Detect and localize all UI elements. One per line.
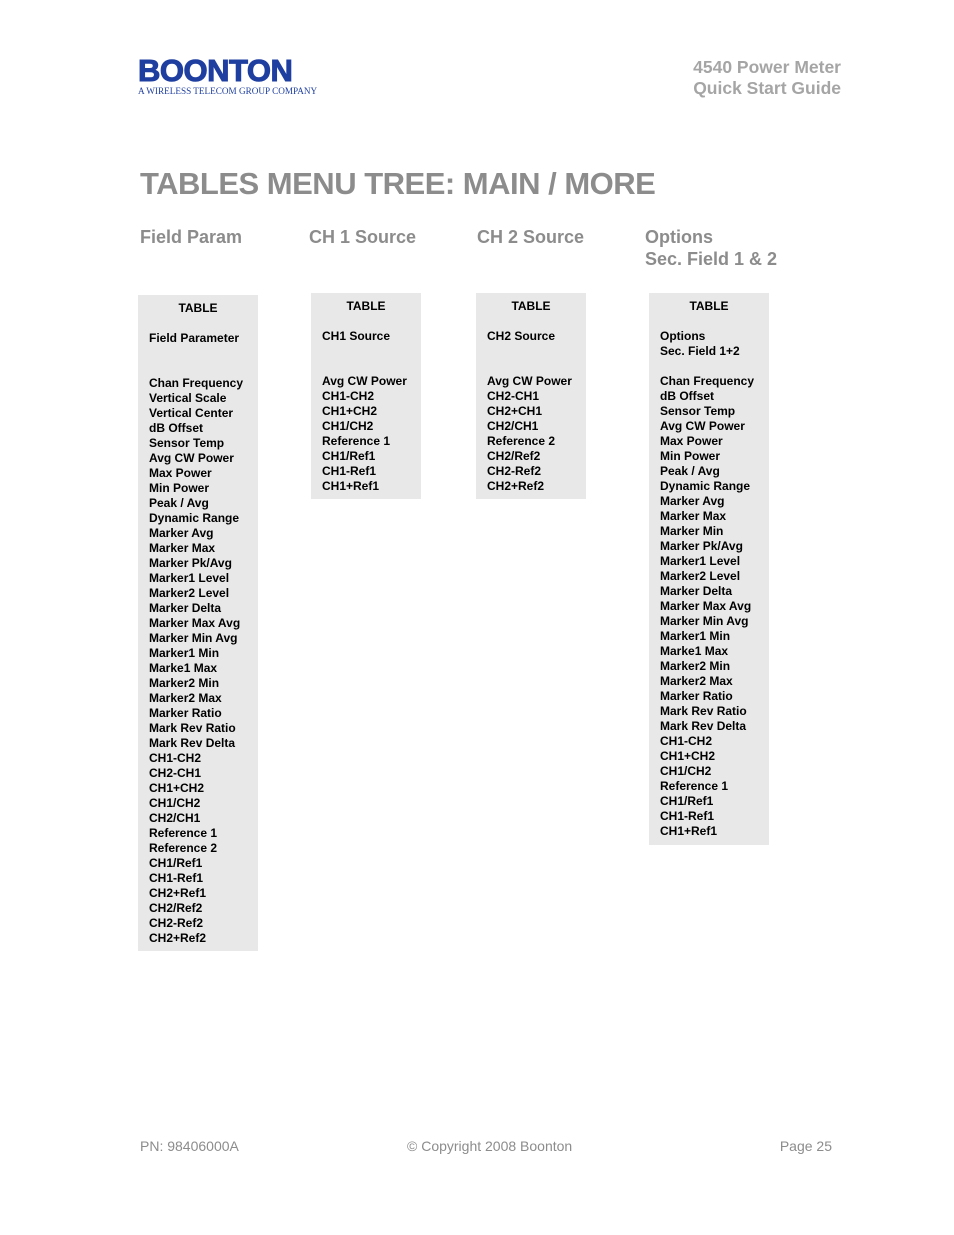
menu-item: Marke1 Max: [149, 661, 218, 675]
menu-item: Marker2 Min: [660, 659, 731, 673]
menu-item: Avg CW Power: [322, 374, 407, 388]
menu-item: CH2-Ref2: [487, 464, 542, 478]
menu-item: dB Offset: [660, 389, 714, 403]
menu-box-ch2-source: [476, 293, 586, 499]
menu-item: CH2+CH1: [487, 404, 543, 418]
menu-item: Marker Min Avg: [149, 631, 238, 645]
menu-box-ch1-source: [311, 293, 421, 499]
menu-item: CH2/Ref2: [149, 901, 203, 915]
menu-item: Marker2 Level: [660, 569, 741, 583]
page-title: TABLES MENU TREE: MAIN / MORE: [140, 166, 656, 201]
menu-item: Mark Rev Delta: [660, 719, 747, 733]
menu-item: Max Power: [660, 434, 723, 448]
menu-item: Marker Pk/Avg: [149, 556, 232, 570]
menu-name: CH2 Source: [487, 329, 556, 343]
menu-box-field-param: [138, 295, 258, 951]
menu-item: Avg CW Power: [660, 419, 745, 433]
menu-item: Max Power: [149, 466, 212, 480]
menu-name: Field Parameter: [149, 331, 240, 345]
table-label: TABLE: [689, 299, 729, 313]
menu-item: Marker2 Level: [149, 586, 230, 600]
menu-items: [476, 374, 586, 494]
menu-item: CH2-CH1: [487, 389, 540, 403]
menu-item: Marker1 Level: [660, 554, 741, 568]
menu-item: Marker2 Max: [149, 691, 222, 705]
menu-item: CH2-Ref2: [149, 916, 204, 930]
menu-item: CH1/CH2: [149, 796, 201, 810]
menu-item: CH1-Ref1: [322, 464, 377, 478]
logo-tagline: A WIRELESS TELECOM GROUP COMPANY: [138, 86, 318, 96]
menu-item: CH1+CH2: [322, 404, 378, 418]
menu-item: CH2+Ref2: [149, 931, 207, 945]
menu-item: CH1-Ref1: [660, 809, 715, 823]
header-product: 4540 Power Meter: [693, 57, 841, 77]
menu-item: Min Power: [660, 449, 721, 463]
menu-item: Marker Avg: [660, 494, 725, 508]
menu-item: CH1+CH2: [149, 781, 205, 795]
menu-item: Reference 2: [149, 841, 218, 855]
menu-item: Marker1 Min: [149, 646, 220, 660]
menu-items: [649, 374, 769, 839]
table-label: TABLE: [346, 299, 386, 313]
menu-item: Peak / Avg: [149, 496, 209, 510]
menu-item: Marker Delta: [660, 584, 733, 598]
menu-item: Sensor Temp: [149, 436, 225, 450]
menu-item: Marker Ratio: [149, 706, 222, 720]
menu-item: Chan Frequency: [149, 376, 244, 390]
menu-name: CH1 Source: [322, 329, 391, 343]
menu-item: Marker Max Avg: [660, 599, 752, 613]
menu-item: CH1-CH2: [149, 751, 202, 765]
column-heading-options: Options Sec. Field 1 & 2: [645, 227, 778, 269]
menu-item: Marker Max Avg: [149, 616, 241, 630]
menu-item: Mark Rev Delta: [149, 736, 236, 750]
footer-page-number: Page 25: [779, 1138, 832, 1154]
menu-item: Marke1 Max: [660, 644, 729, 658]
menu-item: Reference 1: [660, 779, 729, 793]
menu-item: Peak / Avg: [660, 464, 720, 478]
menu-item: CH1/CH2: [660, 764, 712, 778]
menu-item: CH1+Ref1: [660, 824, 718, 838]
menu-item: Dynamic Range: [149, 511, 240, 525]
boonton-logo: [138, 53, 318, 96]
menu-item: Marker1 Level: [149, 571, 230, 585]
menu-name: Options Sec. Field 1+2: [660, 329, 740, 358]
menu-item: Vertical Center: [149, 406, 234, 420]
table-label: TABLE: [511, 299, 551, 313]
menu-item: CH2/CH1: [149, 811, 201, 825]
menu-item: CH2+Ref2: [487, 479, 545, 493]
menu-box-options: [649, 293, 769, 845]
menu-item: Marker Min Avg: [660, 614, 749, 628]
column-heading-field-param: Field Param: [140, 227, 243, 247]
menu-item: CH1/Ref1: [149, 856, 203, 870]
menu-item: Marker Delta: [149, 601, 222, 615]
menu-item: Marker Avg: [149, 526, 214, 540]
menu-item: CH1+CH2: [660, 749, 716, 763]
menu-item: Marker Min: [660, 524, 724, 538]
menu-item: CH1+Ref1: [322, 479, 380, 493]
menu-item: Mark Rev Ratio: [149, 721, 236, 735]
header-doc-type: Quick Start Guide: [693, 78, 841, 98]
menu-item: Avg CW Power: [149, 451, 234, 465]
menu-item: Sensor Temp: [660, 404, 736, 418]
menu-items: [138, 376, 258, 946]
column-heading-ch1-source: CH 1 Source: [309, 227, 417, 247]
menu-item: Min Power: [149, 481, 210, 495]
footer-copyright: © Copyright 2008 Boonton: [407, 1138, 573, 1154]
table-label: TABLE: [178, 301, 218, 315]
menu-item: CH1-Ref1: [149, 871, 204, 885]
menu-item: CH2-CH1: [149, 766, 202, 780]
menu-item: Marker Pk/Avg: [660, 539, 743, 553]
menu-items: [311, 374, 421, 494]
menu-item: Marker Max: [660, 509, 727, 523]
menu-item: Mark Rev Ratio: [660, 704, 747, 718]
menu-item: CH1-CH2: [660, 734, 713, 748]
menu-item: dB Offset: [149, 421, 203, 435]
logo-wordmark: BOONTON: [138, 53, 293, 88]
menu-item: Vertical Scale: [149, 391, 227, 405]
document-header: [693, 57, 841, 99]
menu-item: CH2/CH1: [487, 419, 539, 433]
menu-item: Marker2 Max: [660, 674, 733, 688]
menu-item: Marker2 Min: [149, 676, 220, 690]
menu-item: Chan Frequency: [660, 374, 755, 388]
menu-item: Reference 1: [149, 826, 218, 840]
menu-item: Reference 1: [322, 434, 391, 448]
menu-item: Marker1 Min: [660, 629, 731, 643]
menu-item: CH1/Ref1: [322, 449, 376, 463]
footer-part-number: PN: 98406000A: [140, 1138, 239, 1154]
menu-item: CH1-CH2: [322, 389, 375, 403]
menu-item: CH2+Ref1: [149, 886, 207, 900]
menu-item: CH2/Ref2: [487, 449, 541, 463]
menu-item: CH1/CH2: [322, 419, 374, 433]
menu-item: Marker Max: [149, 541, 216, 555]
menu-item: Marker Ratio: [660, 689, 733, 703]
menu-item: Reference 2: [487, 434, 556, 448]
menu-item: Dynamic Range: [660, 479, 751, 493]
column-heading-ch2-source: CH 2 Source: [477, 227, 585, 247]
menu-item: Avg CW Power: [487, 374, 572, 388]
menu-item: CH1/Ref1: [660, 794, 714, 808]
